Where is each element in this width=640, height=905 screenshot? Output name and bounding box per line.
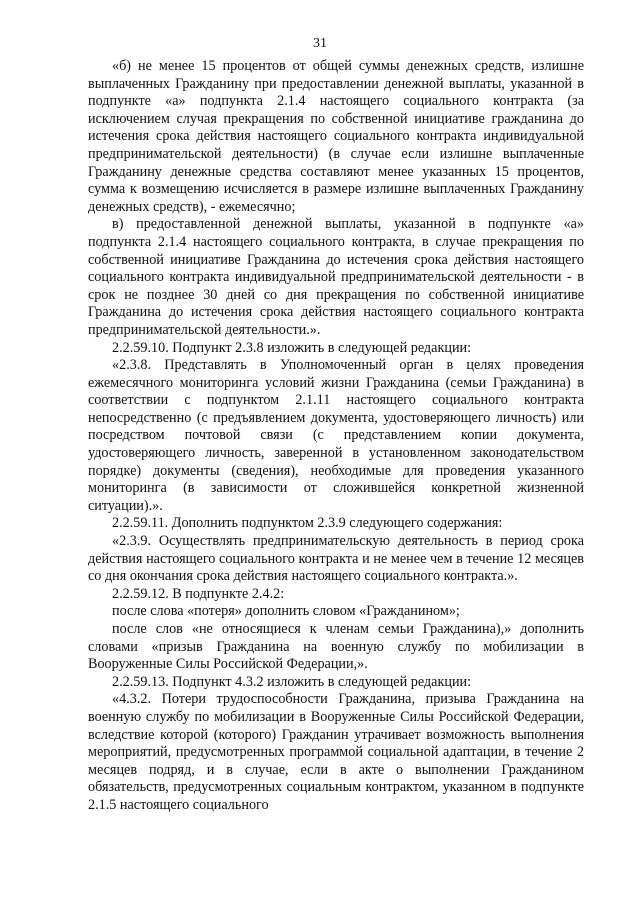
document-body: [88, 58, 584, 815]
paragraph-amend-4-3-2: 2.2.59.13. Подпункт 4.3.2 изложить в следующей редакции:: [112, 673, 472, 690]
paragraph-amend-2-3-8: 2.2.59.10. Подпункт 2.3.8 изложить в следующей редакции:: [112, 339, 472, 356]
paragraph-amend-2-3-9: 2.2.59.11. Дополнить подпунктом 2.3.9 следующего содержания:: [112, 515, 503, 532]
page-number: 31: [313, 36, 327, 51]
paragraph-2-4-2-item-2: после слов «не относящиеся к членам семьи Гражданина),» дополнить словами «призыв Гражданина на военную службу по мобилизации в Вооруженные Силы Российской Федерации,».: [88, 621, 584, 673]
paragraph-b-refund: «б) не менее 15 процентов от общей суммы денежных средств, излишне выплаченных Гражданину при предоставлении денежной выплаты, указанной в подпункте «а» подпункта 2.1.4 настоящего социального контракта (за исключением случая прекращения по собственной инициативе гражданина до истечения срока действия настоящего социального контракта индивидуальной предпринимательской деятельности) (в случае если излишне выплаченные Гражданину денежные средства составляют менее указанных 15 процентов, сумма к возмещению исчисляется в размере излишне выплаченных Гражданину денежных средств), - ежемесячно;: [88, 58, 584, 215]
paragraph-v-refund: в) предоставленной денежной выплаты, указанной в подпункте «а» подпункта 2.1.4 настоящего социального контракта, в случае прекращения по собственной инициативе Гражданина до истечения срока действия настоящего социального контракта индивидуальной предпринимательской деятельности - в срок не позднее 30 дней со дня прекращения по собственной инициативе Гражданина до истечения срока действия настоящего социального контракта предпринимательской деятельности.».: [88, 216, 584, 338]
paragraph-amend-2-4-2: 2.2.59.12. В подпункте 2.4.2:: [112, 585, 285, 602]
paragraph-4-3-2-text: «4.3.2. Потери трудоспособности Гражданина, призыва Гражданина на военную службу по мобилизации в Вооруженные Силы Российской Федерации, вследствие которой (которого) Гражданин утрачивает возможность выполнения мероприятий, предусмотренных программой социальной адаптации, в течение 2 месяцев подряд, и в случае, если в акте о выполнении Гражданином обязательств, предусмотренных социальным контрактом, указанном в подпункте 2.1.5 настоящего социального: [88, 691, 584, 813]
paragraph-2-3-9-text: «2.3.9. Осуществлять предпринимательскую деятельность в период срока действия настоящего социального контракта и не менее чем в течение 12 месяцев со дня окончания срока действия настоящего социального контракта.».: [88, 533, 584, 585]
paragraph-2-3-8-text: «2.3.8. Представлять в Уполномоченный орган в целях проведения ежемесячного мониторинга условий жизни Гражданина (семьи Гражданина) в соответствии с подпунктом 2.1.11 настоящего социального контракта непосредственно (с предъявлением документа, удостоверяющего личность) или посредством почтовой связи (с представлением копии документа, удостоверяющего личность, заверенной в установленном законодательством порядке) документы (сведения), необходимые для проведения указанного мониторинга (в зависимости от сложившейся конкретной жизненной ситуации).».: [88, 357, 584, 514]
paragraph-2-4-2-item-1: после слова «потеря» дополнить словом «Гражданином»;: [112, 603, 460, 620]
